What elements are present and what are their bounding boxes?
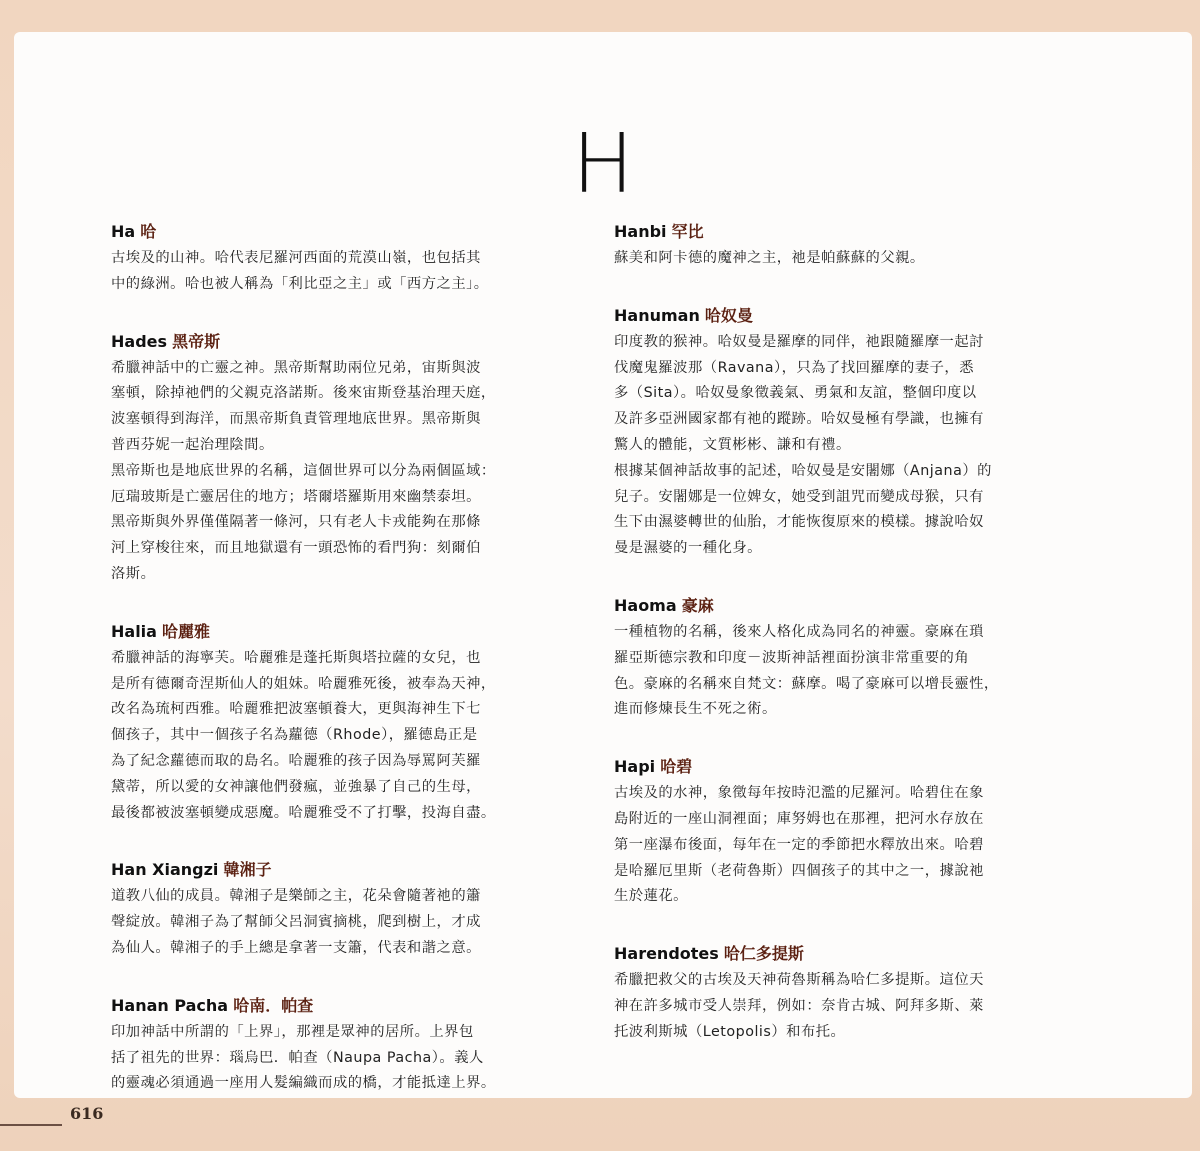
entry-heading	[614, 596, 1076, 616]
glossary-entry	[614, 757, 1076, 910]
book-page	[14, 32, 1192, 1098]
entry-paragraph: 希臘神話的海寧芙。哈麗雅是蓬托斯與塔拉薩的女兒，也 是所有德爾奇涅斯仙人的姐妹。哈麗雅死後，被奉為天神， 改名為琉柯西雅。哈麗雅把波塞頓養大，更與海神生下七 個孩子，其中一個孩子名為蘿德（Rhode），羅德島正是 為了紀念蘿德而取的島名。哈麗雅的孩子因為辱罵阿芙羅 黛蒂，所以愛的女神讓他們發瘋，並強暴了自己的生母， 最後都被波塞頓變成惡魔。哈麗雅受不了打擊，投海自盡。	[111, 649, 496, 821]
entry-name-zh: 哈南．帕查	[233, 995, 314, 1015]
entry-name: Halia	[111, 621, 157, 641]
entry-name-zh: 韓湘子	[223, 860, 272, 880]
entry-paragraph: 印度教的猴神。哈奴曼是羅摩的同伴，祂跟隨羅摩一起討 伐魔鬼羅波那（Ravana），只為了找回羅摩的妻子，悉 多（Sita）。哈奴曼象徵義氣、勇氣和友誼，整個印度以 及許多亞洲國家都有祂的蹤跡。哈奴曼極有學識，也擁有 驚人的體能，文質彬彬、謙和有禮。	[614, 333, 984, 453]
entry-name: Hanuman	[614, 305, 700, 325]
entry-heading	[614, 222, 1076, 242]
entry-heading	[111, 332, 573, 352]
entry-name: Haoma	[614, 595, 677, 615]
entry-name-zh: 哈奴曼	[704, 305, 753, 325]
entry-name-zh: 哈	[140, 222, 157, 241]
entry-paragraph: 蘇美和阿卡德的魔神之主，祂是帕蘇蘇的父親。	[614, 250, 925, 266]
entry-paragraph: 希臘把救父的古埃及天神荷魯斯稱為哈仁多提斯。這位天 神在許多城市受人崇拜，例如：奈肯古城、阿拜多斯、萊 托波利斯城（Letopolis）和布托。	[614, 972, 984, 1040]
entry-heading	[111, 222, 573, 242]
entry-heading	[111, 622, 573, 642]
entry-name: Hanbi	[614, 222, 667, 241]
left-column	[111, 222, 573, 1131]
glossary-entry	[614, 596, 1076, 723]
entry-name: Harendotes	[614, 944, 719, 964]
footer-rule	[0, 1124, 62, 1126]
entry-paragraph: 道教八仙的成員。韓湘子是樂師之主，花朵會隨著祂的簫 聲綻放。韓湘子為了幫師父呂洞賓摘桃，爬到樹上，才成 為仙人。韓湘子的手上總是拿著一支簫，代表和諧之意。	[111, 888, 481, 956]
entry-name: Hades	[111, 331, 168, 351]
page-number: 616	[70, 1104, 104, 1123]
glossary-entry	[111, 996, 573, 1097]
entry-paragraph: 一種植物的名稱，後來人格化成為同名的神靈。豪麻在瑣 羅亞斯德宗教和印度－波斯神話裡面扮演非常重要的角 色。豪麻的名稱來自梵文：蘇摩。喝了豪麻可以增長靈性， 進而修煉長生不死之術。	[614, 623, 999, 718]
glossary-entry	[614, 306, 1076, 562]
right-column	[614, 222, 1076, 1080]
glossary-entry	[111, 222, 573, 298]
entry-paragraph: 根據某個神話故事的記述，哈奴曼是安闍娜（Anjana）的 兒子。安闍娜是一位婢女，她受到詛咒而變成母猴，只有 生下由濕婆轉世的仙胎，才能恢復原來的模樣。據說哈奴 曼是濕婆的一種化身。	[614, 462, 992, 557]
entry-paragraph: 古埃及的水神，象徵每年按時氾濫的尼羅河。哈碧住在象 島附近的一座山洞裡面；庫努姆也在那裡，把河水存放在 第一座瀑布後面，每年在一定的季節把水釋放出來。哈碧 是哈羅厄里斯（老荷魯斯）四個孩子的其中之一，據說祂 生於蓮花。	[614, 785, 984, 905]
entry-heading	[614, 757, 1076, 777]
glossary-entry	[111, 860, 573, 961]
entry-name-zh: 哈麗雅	[162, 621, 211, 641]
entry-paragraph: 古埃及的山神。哈代表尼羅河西面的荒漠山嶺，也包括其 中的綠洲。哈也被人稱為「利比亞之主」或「西方之主」。	[111, 250, 489, 292]
glossary-entry	[111, 622, 573, 827]
entry-name-zh: 豪麻	[681, 595, 714, 615]
entry-name-zh: 哈碧	[660, 757, 693, 777]
entry-name-zh: 罕比	[671, 222, 704, 241]
entry-name: Hapi	[614, 757, 656, 777]
entry-heading	[111, 860, 573, 880]
glossary-entry	[111, 332, 573, 588]
entry-name: Hanan Pacha	[111, 995, 229, 1015]
entry-heading	[614, 306, 1076, 326]
entry-name: Han Xiangzi	[111, 860, 219, 880]
section-letter: H	[572, 117, 634, 212]
entry-name-zh: 哈仁多提斯	[723, 944, 804, 964]
entry-heading	[614, 944, 1076, 964]
entry-paragraph: 希臘神話中的亡靈之神。黑帝斯幫助兩位兄弟，宙斯與波 塞頓，除掉祂們的父親克洛諾斯。後來宙斯登基治理天庭， 波塞頓得到海洋，而黑帝斯負責管理地底世界。黑帝斯與 普西芬妮一起治理陰間。	[111, 359, 496, 453]
glossary-entry	[614, 944, 1076, 1045]
entry-heading	[111, 996, 573, 1016]
entry-name-zh: 黑帝斯	[172, 331, 221, 351]
entry-paragraph: 黑帝斯也是地底世界的名稱，這個世界可以分為兩個區域： 厄瑞玻斯是亡靈居住的地方；塔爾塔羅斯用來幽禁泰坦。 黑帝斯與外界僅僅隔著一條河，只有老人卡戎能夠在那條 河上穿梭往來，而且地獄還有一頭恐怖的看門狗：刻爾伯 洛斯。	[111, 462, 496, 582]
entry-name: Ha	[111, 222, 136, 241]
entry-paragraph: 印加神話中所謂的「上界」，那裡是眾神的居所。上界包 括了祖先的世界：瑙烏巴．帕查（Naupa Pacha）。義人 的靈魂必須通過一座用人髮編織而成的橋，才能抵達上界。	[111, 1023, 496, 1092]
glossary-entry	[614, 222, 1076, 272]
